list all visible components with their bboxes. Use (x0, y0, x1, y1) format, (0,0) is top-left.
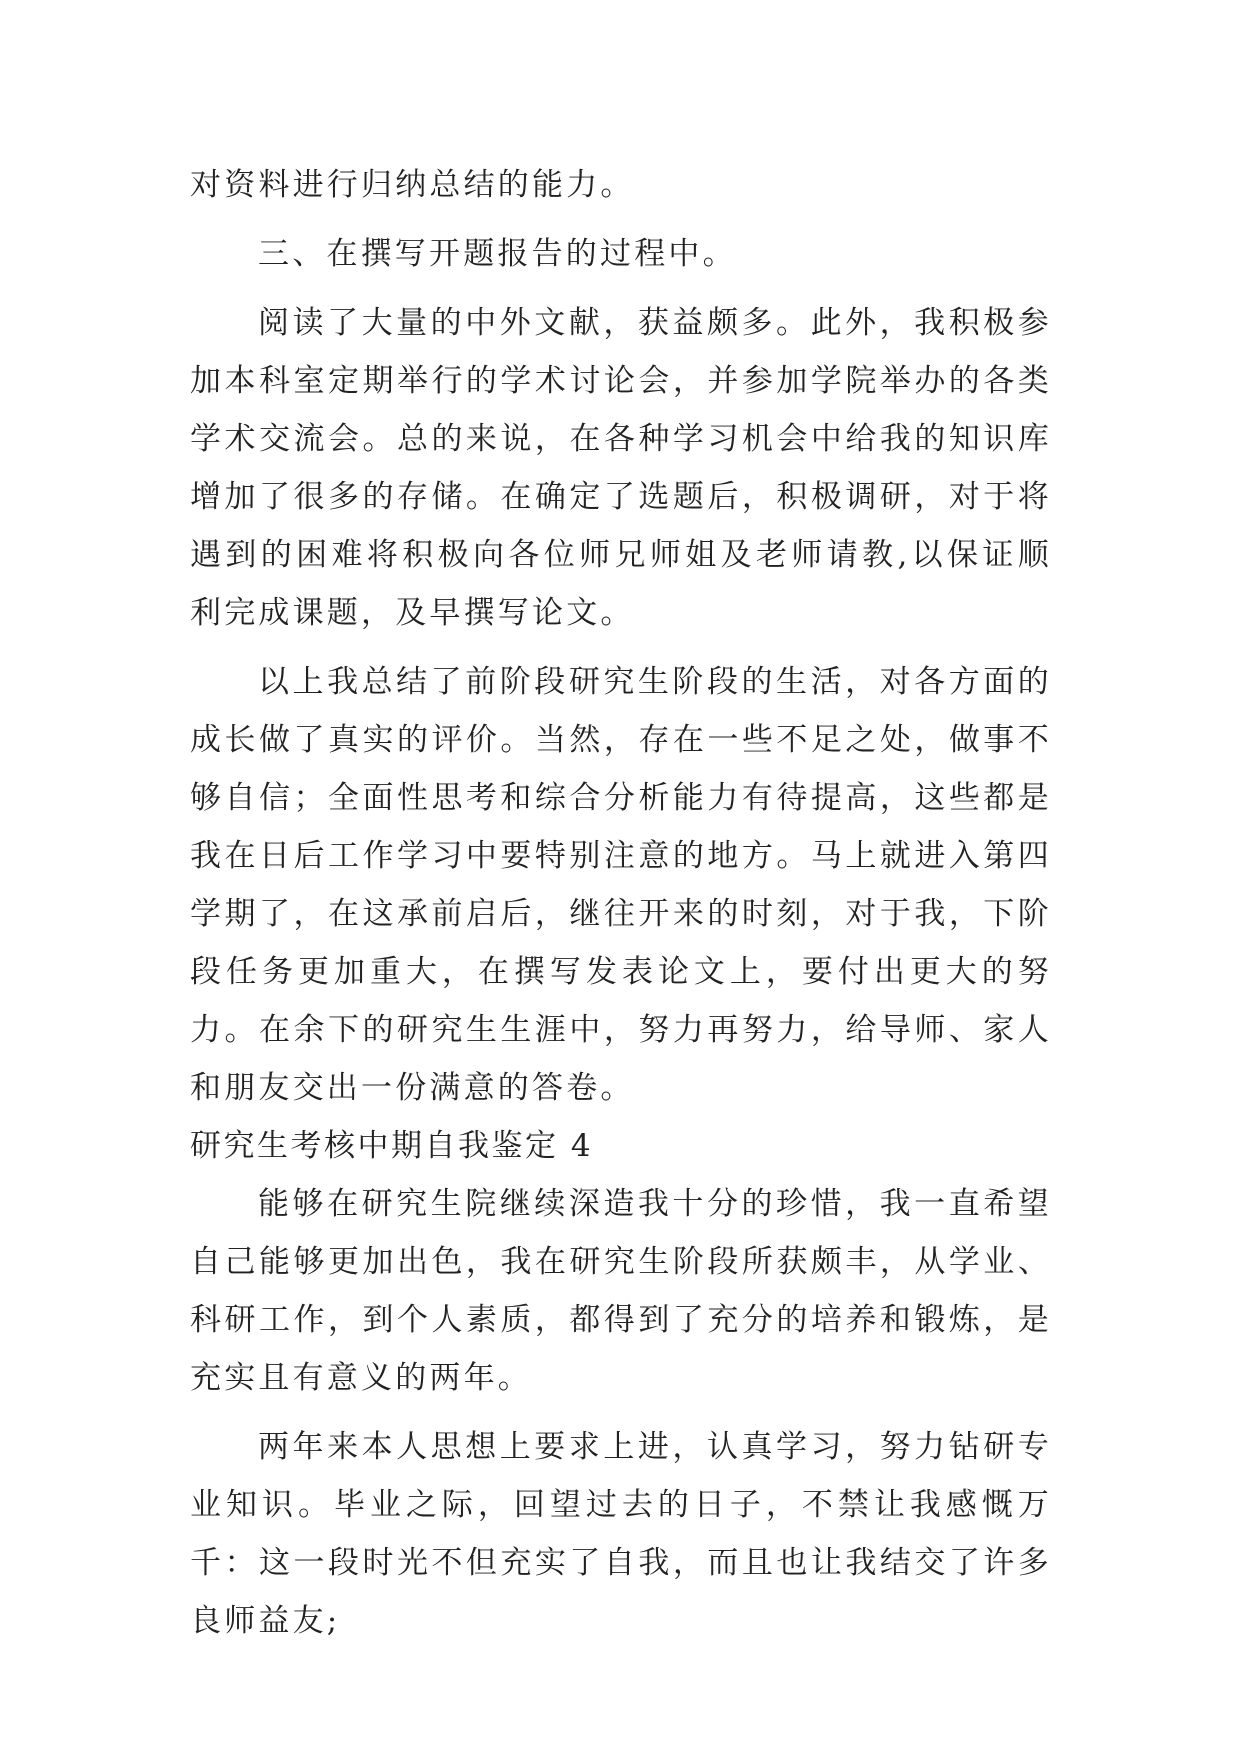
paragraph-further-study: 能够在研究生院继续深造我十分的珍惜，我一直希望自己能够更加出色，我在研究生阶段所获颇丰，从学业、科研工作，到个人素质，都得到了充分的培养和锻炼，是充实且有意义的两年。 (190, 1186, 1052, 1396)
paragraph-section-three: 三、在撰写开题报告的过程中。 (258, 236, 737, 272)
paragraph-continuation: 对资料进行归纳总结的能力。 (190, 167, 635, 203)
paragraph-summary: 以上我总结了前阶段研究生阶段的生活，对各方面的成长做了真实的评价。当然，存在一些不足之处，做事不够自信；全面性思考和综合分析能力有待提高，这些都是我在日后工作学习中要特别注意的地方。马上就进入第四学期了，在这承前启后，继往开来的时刻，对于我，下阶段任务更加重大，在撰写发表论文上，要付出更大的努力。在余下的研究生生涯中，努力再努力，给导师、家人和朋友交出一份满意的答卷。 (190, 664, 1052, 1106)
section-heading: 研究生考核中期自我鉴定 4 (190, 1128, 594, 1164)
paragraph-literature: 阅读了大量的中外文献，获益颇多。此外，我积极参加本科室定期举行的学术讨论会，并参加学院举办的各类学术交流会。总的来说，在各种学习机会中给我的知识库增加了很多的存储。在确定了选题后，积极调研，对于将遇到的困难将积极向各位师兄师姐及老师请教,以保证顺利完成课题，及早撰写论文。 (190, 305, 1052, 631)
document-body (190, 156, 1052, 1650)
paragraph-two-years: 两年来本人思想上要求上进，认真学习，努力钻研专业知识。毕业之际，回望过去的日子，不禁让我感慨万千：这一段时光不但充实了自我，而且也让我结交了许多良师益友; (190, 1429, 1052, 1639)
